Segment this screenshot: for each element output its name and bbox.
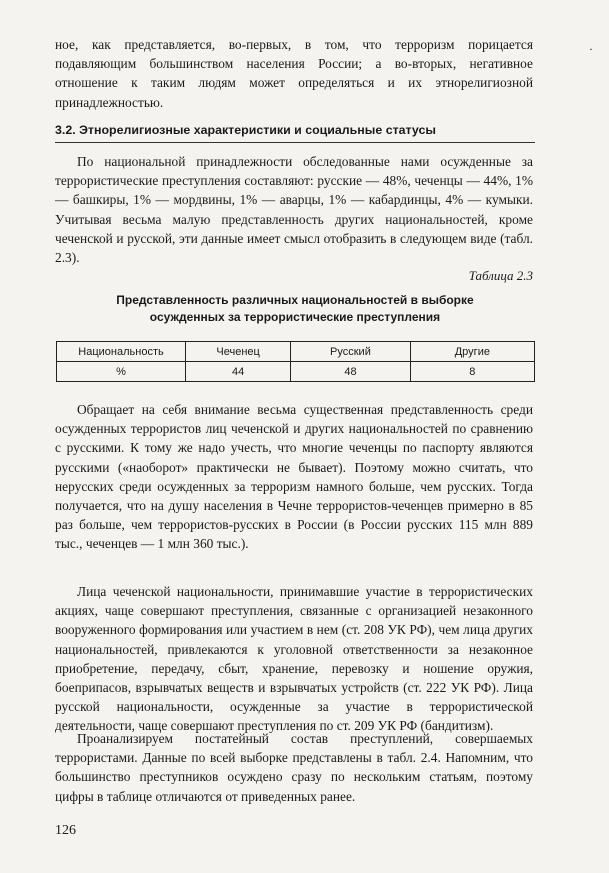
table-header-cell: Русский (291, 342, 411, 362)
table-title-line-2: осужденных за террористические преступления (149, 310, 441, 324)
section-title: 3.2. Этнорелигиозные характеристики и социальные статусы (55, 123, 436, 137)
paragraph-representation: Обращает на себя внимание весьма существенная представленность среди осужденных террористов лиц чеченской и других национальностей по сравнению с русскими. К тому же надо учесть, что многие чеченцы по паспорту являются русскими («наоборот» практически не бывает). Поэтому можно считать, что нерусских среди осужденных за терроризм намного больше, чем русских. Тогда получается, что на душу населения в Чечне террористов-чеченцев примерно в 85 раз больше, чем террористов-русских в России (в России русских 115 млн 889 тыс., чеченцев — 1 млн 360 тыс.). (55, 402, 533, 552)
table-header-cell: Национальность (57, 342, 186, 362)
table-title (55, 292, 535, 326)
margin-mark: · (589, 42, 593, 56)
paragraph-chechen-crimes: Лица чеченской национальности, принимавшие участие в террористических акциях, чаще совершают преступления, связанные с организацией незаконного вооруженного формирования или участием в нем (ст. 208 УК РФ), чем лица других национальностей, привлекаются к уголовной ответственности за незаконное приобретение, передачу, сбыт, хранение, перевозку и ношение оружия, боеприпасов, взрывчатых веществ и взрывчатых устройств (ст. 222 УК РФ). Лица русской национальности, осужденные за участие в террористической деятельности, чаще совершают преступления по ст. 209 УК РФ (бандитизм). (55, 584, 533, 734)
table-header-cell: Чеченец (186, 342, 291, 362)
page-number: 126 (55, 823, 76, 838)
table-header-cell: Другие (410, 342, 534, 362)
paragraph-nationality: По национальной принадлежности обследованные нами осужденные за террористические преступления составляют: русские — 48%, чеченцы — 44%, 1% — башкиры, 1% — мордвины, 1% — аварцы, 1% — кабардинцы, 4% — кумыки. Учитывая весьма малую представленность других национальностей, кроме чеченской и русской, эти данные имеет смысл отобразить в следующем виде (табл. 2.3). (55, 154, 533, 266)
nationality-table (56, 341, 535, 382)
table-row (57, 362, 535, 382)
table-title-line-1: Представленность различных национальностей в выборке (116, 293, 474, 307)
intro-paragraph: ное, как представляется, во-первых, в том, что терроризм порицается подавляющим большинством населения России; а во-вторых, негативное отношение к таким людям может определяться и их этнорелигиозной принадлежностью. (55, 37, 533, 110)
paragraph-analysis: Проанализируем постатейный состав преступлений, совершаемых террористами. Данные по всей выборке представлены в табл. 2.4. Напомним, что большинство преступников осуждено сразу по нескольким статьям, поэтому цифры в таблице отличаются от приведенных ранее. (55, 731, 533, 804)
table-cell: 8 (410, 362, 534, 382)
table-label: Таблица 2.3 (468, 268, 533, 283)
table-cell: 48 (291, 362, 411, 382)
table-header-row (57, 342, 535, 362)
table-cell: % (57, 362, 186, 382)
section-rule (55, 142, 535, 143)
table-cell: 44 (186, 362, 291, 382)
